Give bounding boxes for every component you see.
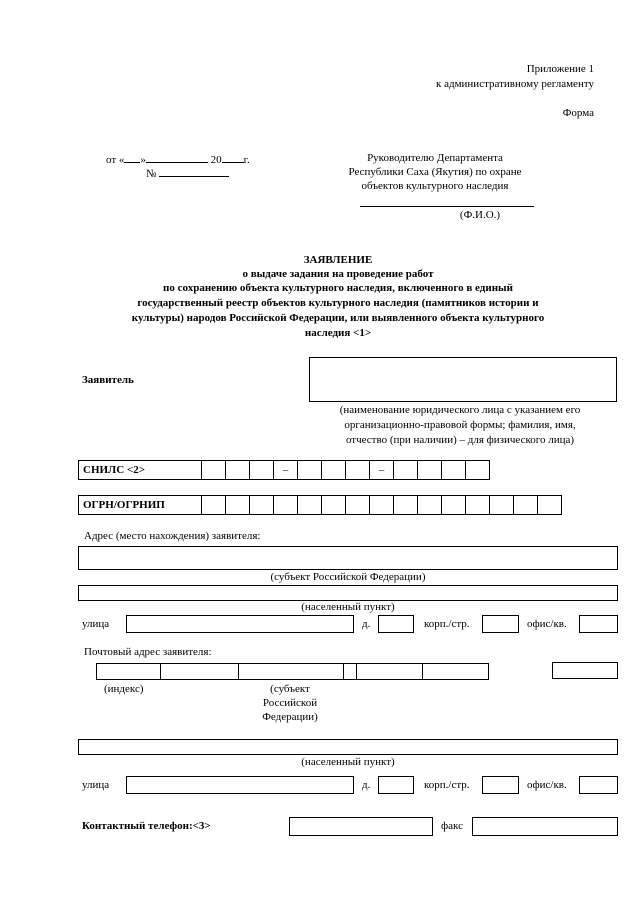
month-field[interactable] (146, 152, 208, 163)
regulation-reference: к административному регламенту (436, 78, 594, 90)
postal-settlement-label: (населенный пункт) (301, 756, 395, 768)
snils-cell[interactable] (441, 460, 466, 480)
address-title: Адрес (место нахождения) заявителя: (84, 530, 261, 542)
ogrn-cell[interactable] (225, 495, 250, 515)
phone-field[interactable] (289, 817, 433, 836)
postal-street-field[interactable] (126, 776, 354, 794)
postal-index-field[interactable] (96, 663, 161, 680)
postal-subject-field[interactable] (356, 663, 423, 680)
address-office-field[interactable] (579, 615, 618, 633)
postal-index-label: (индекс) (104, 683, 144, 695)
address-office-label: офис/кв. (527, 618, 567, 630)
address-building-field[interactable] (482, 615, 519, 633)
postal-building-field[interactable] (482, 776, 519, 794)
snils-cell[interactable] (345, 460, 370, 480)
postal-settlement-field[interactable] (78, 739, 618, 755)
postal-subject-field[interactable] (422, 663, 489, 680)
postal-building-label: корп./стр. (424, 779, 470, 791)
postal-house-label: д. (362, 779, 371, 791)
postal-subject-field[interactable] (343, 663, 357, 680)
ogrn-cell[interactable] (321, 495, 346, 515)
title-line-2: о выдаче задания на проведение работ (242, 268, 434, 280)
snils-cell[interactable] (201, 460, 226, 480)
number-field[interactable] (159, 166, 229, 177)
date-close-quote: » (140, 154, 146, 166)
title-line-6: наследия <1> (304, 327, 372, 339)
ogrn-cell[interactable] (393, 495, 418, 515)
year-prefix: 20 (210, 154, 222, 166)
address-settlement-field[interactable] (78, 585, 618, 601)
number-line (146, 166, 229, 180)
applicant-hint-2: организационно-правовой формы; фамилия, имя, (344, 419, 576, 431)
postal-office-field[interactable] (579, 776, 618, 794)
appendix-number: Приложение 1 (526, 63, 594, 75)
date-from-label: от « (106, 154, 125, 166)
recipient-line-1: Руководителю Департамента (367, 152, 503, 164)
ogrn-label: ОГРН/ОГРНИП (78, 495, 202, 515)
address-building-label: корп./стр. (424, 618, 470, 630)
address-subject-label: (субъект Российской Федерации) (270, 571, 426, 583)
postal-office-label: офис/кв. (527, 779, 567, 791)
ogrn-row (78, 495, 562, 515)
year-suffix: г. (243, 154, 250, 166)
title-line-5: культуры) народов Российской Федерации, или выявленного объекта культурного (131, 312, 545, 324)
address-subject-field[interactable] (78, 546, 618, 570)
fax-label: факс (441, 820, 463, 832)
applicant-name-field[interactable] (309, 357, 617, 402)
snils-dash: – (369, 460, 394, 480)
ogrn-cell[interactable] (513, 495, 538, 515)
postal-street-label: улица (82, 779, 110, 791)
ogrn-cell[interactable] (369, 495, 394, 515)
date-line (106, 152, 250, 166)
address-house-field[interactable] (378, 615, 414, 633)
ogrn-cell[interactable] (489, 495, 514, 515)
postal-subject-label-1: (субъект (270, 683, 310, 695)
ogrn-cell[interactable] (201, 495, 226, 515)
fax-field[interactable] (472, 817, 618, 836)
title-line-4: государственный реестр объектов культурного наследия (памятников истории и (137, 297, 539, 309)
snils-cell[interactable] (321, 460, 346, 480)
recipient-fio-label: (Ф.И.О.) (459, 209, 501, 221)
address-house-label: д. (362, 618, 371, 630)
ogrn-cell[interactable] (345, 495, 370, 515)
snils-cell[interactable] (297, 460, 322, 480)
recipient-line-3: объектов культурного наследия (361, 180, 509, 192)
snils-dash: – (273, 460, 298, 480)
ogrn-cell[interactable] (441, 495, 466, 515)
recipient-fio-line[interactable] (360, 206, 534, 207)
document-title: ЗАЯВЛЕНИЕ (303, 254, 373, 266)
title-line-3: по сохранению объекта культурного наследия, включенного в единый (163, 282, 513, 294)
snils-cell[interactable] (249, 460, 274, 480)
postal-subject-label-3: Федерации) (262, 711, 318, 723)
postal-extra-field[interactable] (552, 662, 618, 679)
postal-subject-label-2: Российской (262, 697, 318, 709)
applicant-hint-3: отчество (при наличии) – для физического лица) (345, 434, 575, 446)
number-label: № (146, 168, 157, 180)
address-street-label: улица (82, 618, 110, 630)
ogrn-cell[interactable] (273, 495, 298, 515)
postal-title: Почтовый адрес заявителя: (84, 646, 212, 658)
ogrn-cell[interactable] (297, 495, 322, 515)
year-field[interactable] (222, 152, 244, 163)
postal-subject-field[interactable] (238, 663, 344, 680)
address-settlement-label: (населенный пункт) (301, 601, 395, 613)
day-field[interactable] (124, 152, 140, 163)
applicant-hint-1: (наименование юридического лица с указанием его (339, 404, 581, 416)
address-street-field[interactable] (126, 615, 354, 633)
snils-cell[interactable] (393, 460, 418, 480)
ogrn-cell[interactable] (249, 495, 274, 515)
ogrn-cell[interactable] (537, 495, 562, 515)
form-label: Форма (562, 107, 594, 119)
applicant-label: Заявитель (82, 374, 134, 386)
postal-house-field[interactable] (378, 776, 414, 794)
phone-label: Контактный телефон:<3> (82, 820, 211, 832)
postal-index-row (96, 663, 489, 680)
recipient-line-2: Республики Саха (Якутия) по охране (348, 166, 522, 178)
postal-index-field[interactable] (160, 663, 239, 680)
snils-cell[interactable] (465, 460, 490, 480)
snils-row (78, 460, 490, 480)
ogrn-cell[interactable] (417, 495, 442, 515)
ogrn-cell[interactable] (465, 495, 490, 515)
snils-cell[interactable] (225, 460, 250, 480)
snils-cell[interactable] (417, 460, 442, 480)
snils-label: СНИЛС <2> (78, 460, 202, 480)
